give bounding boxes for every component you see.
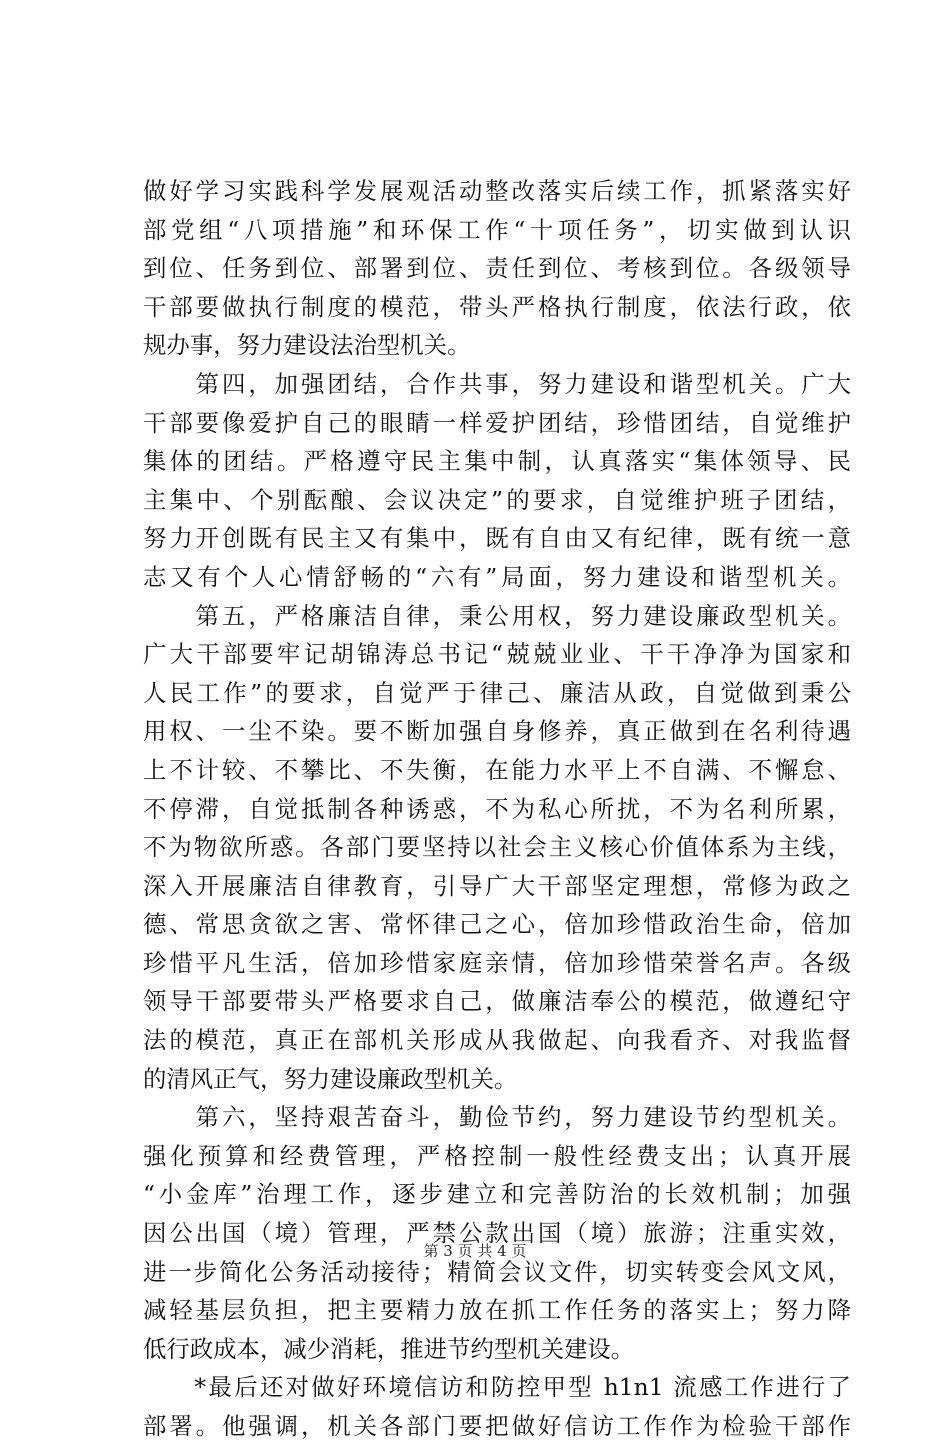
text-line: 因公出国（境）管理，严禁公款出国（境）旅游；注重实效， — [143, 1219, 851, 1248]
text-line: 志又有个人心情舒畅的“六有”局面，努力建设和谐型机关。 — [143, 562, 851, 591]
text-line: 第四，加强团结，合作共事，努力建设和谐型机关。广大 — [143, 369, 851, 398]
page-footer — [0, 1240, 950, 1262]
text-line: 规办事，努力建设法治型机关。 — [143, 331, 471, 360]
text-line: 部党组“八项措施”和环保工作“十项任务”，切实做到认识 — [143, 215, 851, 244]
text-line: 深入开展廉洁自律教育，引导广大干部坚定理想，常修为政之 — [143, 871, 851, 900]
text-line: 部署。他强调，机关各部门要把做好信访工作作为检验干部作 — [143, 1412, 851, 1440]
text-line: 强化预算和经费管理，严格控制一般性经费支出；认真开展 — [143, 1141, 851, 1170]
text-line: 做好学习实践科学发展观活动整改落实后续工作，抓紧落实好 — [143, 177, 851, 205]
text-line: 法的模范，真正在部机关形成从我做起、向我看齐、对我监督 — [143, 1026, 851, 1055]
text-line: 努力开创既有民主又有集中，既有自由又有纪律，既有统一意 — [143, 524, 851, 553]
text-line: 低行政成本，减少消耗，推进节约型机关建设。 — [143, 1334, 635, 1363]
text-line: “小金库”治理工作，逐步建立和完善防治的长效机制；加强 — [143, 1180, 851, 1209]
text-line: 领导干部要带头严格要求自己，做廉洁奉公的模范，做遵纪守 — [143, 987, 851, 1016]
text-line: 干部要像爱护自己的眼睛一样爱护团结，珍惜团结，自觉维护 — [143, 408, 851, 437]
text-line: 不停滞，自觉抵制各种诱惑，不为私心所扰，不为名利所累， — [143, 794, 851, 823]
page-number: 第 3 页 共 4 页 — [423, 1242, 527, 1260]
text-line: 减轻基层负担，把主要精力放在抓工作任务的落实上；努力降 — [143, 1296, 851, 1325]
text-line: 不为物欲所惑。各部门要坚持以社会主义核心价值体系为主线， — [143, 833, 851, 862]
text-line: 人民工作”的要求，自觉严于律己、廉洁从政，自觉做到秉公 — [143, 678, 851, 707]
text-line: 进一步简化公务活动接待；精简会议文件，切实转变会风文风， — [143, 1257, 851, 1286]
text-line: 第五，严格廉洁自律，秉公用权，努力建设廉政型机关。 — [143, 601, 851, 630]
text-line: 到位、任务到位、部署到位、责任到位、考核到位。各级领导 — [143, 254, 851, 283]
text-line: 珍惜平凡生活，倍加珍惜家庭亲情，倍加珍惜荣誉名声。各级 — [143, 948, 851, 977]
text-line: 第六，坚持艰苦奋斗，勤俭节约，努力建设节约型机关。 — [143, 1103, 851, 1132]
text-line: 干部要做执行制度的模范，带头严格执行制度，依法行政，依 — [143, 292, 851, 321]
text-line: 上不计较、不攀比、不失衡，在能力水平上不自满、不懈怠、 — [143, 755, 851, 784]
text-line: 的清风正气，努力建设廉政型机关。 — [143, 1064, 518, 1093]
text-line: 集体的团结。严格遵守民主集中制，认真落实“集体领导、民 — [143, 447, 851, 476]
text-line: 用权、一尘不染。要不断加强自身修养，真正做到在名利待遇 — [143, 717, 851, 746]
text-line: *最后还对做好环境信访和防控甲型 h1n1 流感工作进行了 — [143, 1373, 851, 1402]
text-line: 主集中、个别酝酿、会议决定”的要求，自觉维护班子团结， — [143, 485, 851, 514]
text-line: 广大干部要牢记胡锦涛总书记“兢兢业业、干干净净为国家和 — [143, 640, 851, 669]
text-line: 德、常思贪欲之害、常怀律己之心，倍加珍惜政治生命，倍加 — [143, 910, 851, 939]
